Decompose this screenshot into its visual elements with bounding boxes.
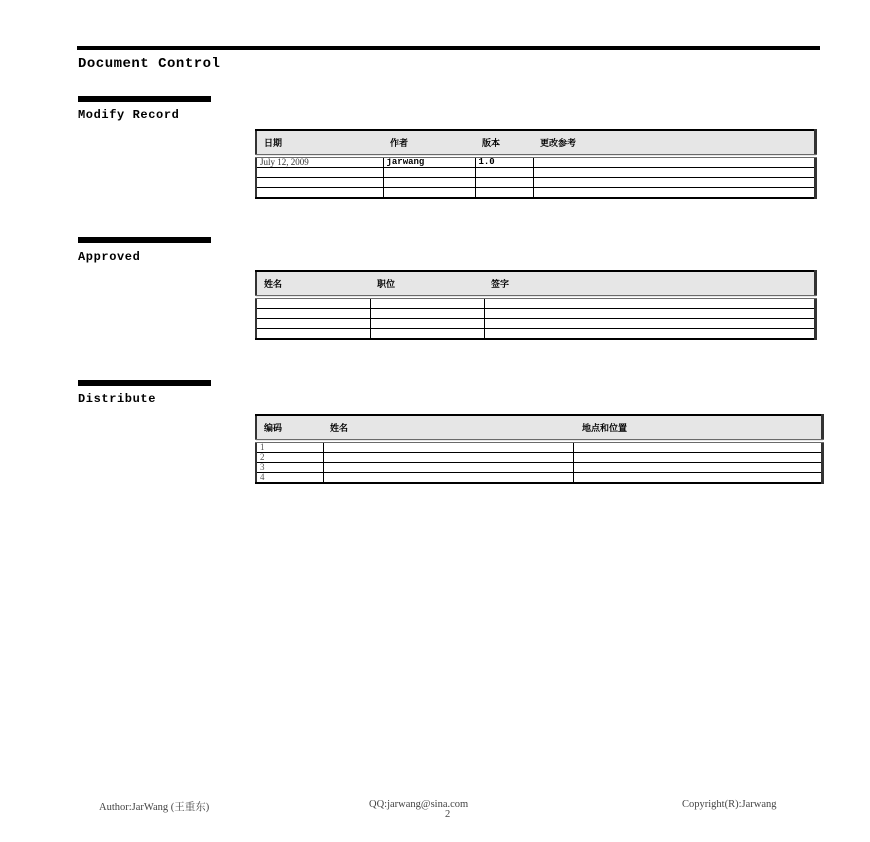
cell-code[interactable]: 1 (256, 441, 323, 453)
cell-version[interactable] (475, 178, 533, 188)
table-header-row (256, 271, 816, 297)
table-row (256, 188, 816, 199)
column-header-change-reference: 更改参考 (533, 130, 816, 156)
cell-name[interactable] (323, 473, 573, 484)
cell-change-reference[interactable] (533, 168, 816, 178)
cell-signature[interactable] (484, 329, 816, 340)
cell-author[interactable] (383, 168, 475, 178)
cell-name[interactable] (256, 319, 370, 329)
section-bar-approved (78, 237, 211, 243)
section-title-approved: Approved (78, 250, 141, 264)
column-header-name: 姓名 (256, 271, 370, 297)
column-header-name: 姓名 (323, 415, 573, 441)
section-bar-modify-record (78, 96, 211, 102)
cell-code[interactable]: 3 (256, 463, 323, 473)
table-row (256, 297, 816, 309)
cell-version[interactable]: 1.0 (475, 156, 533, 168)
cell-change-reference[interactable] (533, 188, 816, 199)
cell-position[interactable] (370, 297, 484, 309)
table-row (256, 178, 816, 188)
cell-signature[interactable] (484, 319, 816, 329)
cell-date[interactable]: July 12, 2009 (256, 156, 383, 168)
cell-location[interactable] (573, 463, 823, 473)
footer-copyright: Copyright(R):Jarwang (682, 799, 777, 810)
cell-code[interactable]: 2 (256, 453, 323, 463)
column-header-author: 作者 (383, 130, 475, 156)
distribute-table (255, 414, 824, 484)
cell-change-reference[interactable] (533, 178, 816, 188)
table-row (256, 309, 816, 319)
cell-signature[interactable] (484, 309, 816, 319)
document-title: Document Control (78, 56, 221, 72)
cell-date[interactable] (256, 188, 383, 199)
modify-record-table (255, 129, 817, 199)
cell-signature[interactable] (484, 297, 816, 309)
cell-name[interactable] (256, 329, 370, 340)
table-row (256, 473, 823, 484)
table-header-row (256, 130, 816, 156)
approved-table (255, 270, 817, 340)
column-header-code: 编码 (256, 415, 323, 441)
column-header-date: 日期 (256, 130, 383, 156)
column-header-position: 职位 (370, 271, 484, 297)
cell-name[interactable] (323, 463, 573, 473)
table-row (256, 463, 823, 473)
cell-location[interactable] (573, 453, 823, 463)
table-row (256, 168, 816, 178)
cell-name[interactable] (256, 297, 370, 309)
table-header-row (256, 415, 823, 441)
column-header-version: 版本 (475, 130, 533, 156)
cell-position[interactable] (370, 329, 484, 340)
cell-name[interactable] (256, 309, 370, 319)
table-row (256, 156, 816, 168)
cell-author[interactable] (383, 188, 475, 199)
cell-location[interactable] (573, 441, 823, 453)
page-number: 2 (445, 809, 451, 820)
cell-author[interactable]: jarwang (383, 156, 475, 168)
footer-contact: QQ:jarwang@sina.com (369, 799, 469, 810)
column-header-location: 地点和位置 (573, 415, 823, 441)
cell-date[interactable] (256, 178, 383, 188)
cell-code[interactable]: 4 (256, 473, 323, 484)
cell-change-reference[interactable] (533, 156, 816, 168)
cell-date[interactable] (256, 168, 383, 178)
table-row (256, 329, 816, 340)
cell-location[interactable] (573, 473, 823, 484)
cell-version[interactable] (475, 188, 533, 199)
table-row (256, 319, 816, 329)
cell-position[interactable] (370, 319, 484, 329)
cell-name[interactable] (323, 441, 573, 453)
cell-name[interactable] (323, 453, 573, 463)
section-bar-distribute (78, 380, 211, 386)
top-rule (77, 46, 820, 50)
column-header-signature: 签字 (484, 271, 816, 297)
section-title-modify-record: Modify Record (78, 108, 180, 122)
table-row (256, 441, 823, 453)
cell-version[interactable] (475, 168, 533, 178)
table-row (256, 453, 823, 463)
cell-position[interactable] (370, 309, 484, 319)
footer-author: Author:JarWang (王重东) (99, 802, 210, 813)
section-title-distribute: Distribute (78, 392, 157, 406)
cell-author[interactable] (383, 178, 475, 188)
